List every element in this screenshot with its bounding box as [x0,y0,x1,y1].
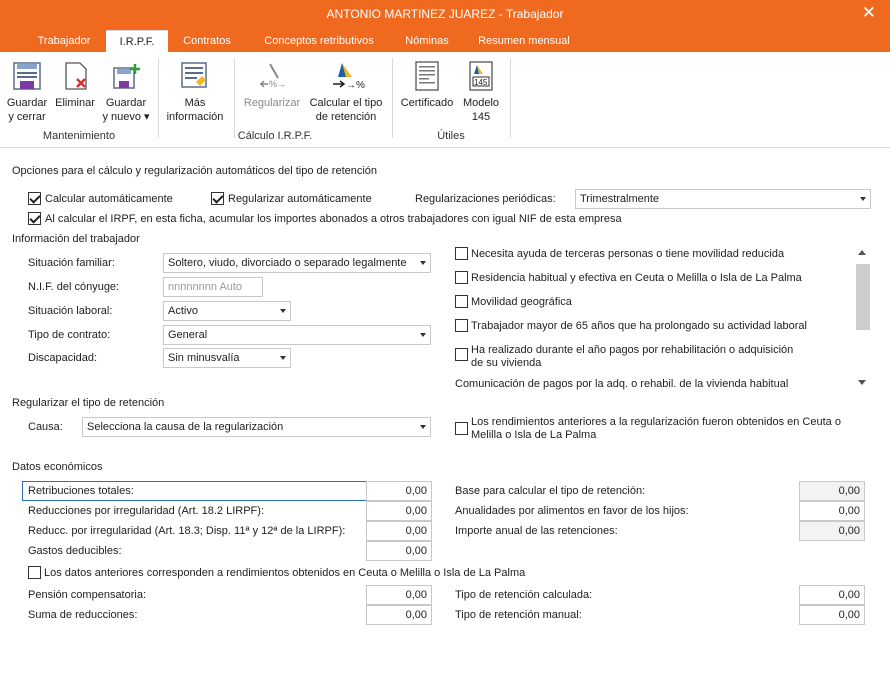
red-irreg-182-label: Reducciones por irregularidad (Art. 18.2 LIRPF): [28,505,264,517]
calc-auto-checkbox[interactable] [28,192,41,205]
save-new-label-2: y nuevo ▾ [102,111,150,123]
red-irreg-183-input[interactable]: 0,00 [366,521,432,541]
svg-text:→%: →% [346,80,365,91]
anualidades-input[interactable]: 0,00 [799,501,865,521]
suma-input[interactable]: 0,00 [366,605,432,625]
chevron-down-icon [420,333,426,337]
chevron-down-icon [280,356,286,360]
tab-conceptos-retributivos[interactable]: Conceptos retributivos [264,35,374,47]
certificate-label: Certificado [400,97,454,109]
tipo-contrato-select[interactable] [163,325,431,345]
tab-resumen-mensual[interactable]: Resumen mensual [478,35,570,47]
ribbon [0,52,890,148]
ceuta-datos-label: Los datos anteriores corresponden a rendimientos obtenidos en Ceuta o Melilla o Isla de La Palma [44,567,526,579]
suma-label: Suma de reducciones: [28,609,138,621]
causa-select[interactable] [82,417,431,437]
tab-trabajador[interactable]: Trabajador [37,35,91,47]
save-close-label-2: y cerrar [8,111,46,123]
situacion-familiar-select[interactable] [163,253,431,273]
ceuta-regularizacion-label-1: Los rendimientos anteriores a la regularización fueron obtenidos en Ceuta o [471,416,841,428]
regularize-button[interactable] [240,60,304,110]
pension-label: Pensión compensatoria: [28,589,147,601]
acumular-checkbox[interactable] [28,212,41,225]
svg-text:%→: %→ [269,79,287,89]
ribbon-separator [158,58,159,138]
tipo-calculada-input[interactable]: 0,00 [799,585,865,605]
group-calculo-irpf: Cálculo I.R.P.F. [237,130,313,142]
discapacidad-value: Sin minusvalía [168,352,240,364]
tipo-manual-label: Tipo de retención manual: [455,609,582,621]
pagos-vivienda-label-1: Ha realizado durante el año pagos por rehabilitación o adquisición [471,344,794,356]
reg-auto-label: Regularizar automáticamente [228,193,372,205]
red-irreg-182-input[interactable]: 0,00 [366,501,432,521]
save-close-label-1: Guardar [6,97,48,109]
chevron-down-icon [280,309,286,313]
acumular-label: Al calcular el IRPF, en esta ficha, acumular los importes abonados a otros trabajadores con igual NIF de esta empresa [45,213,622,225]
pagos-vivienda-label-2: de su vivienda [471,357,542,369]
section-opciones-heading: Opciones para el cálculo y regularización automáticos del tipo de retención [12,165,378,177]
anualidades-label: Anualidades por alimentos en favor de los hijos: [455,505,689,517]
pagos-vivienda-checkbox[interactable] [455,348,468,361]
regularize-label: Regularizar [243,97,301,109]
calculate-icon [330,60,365,92]
discapacidad-label: Discapacidad: [28,352,98,364]
discapacidad-select[interactable] [163,348,291,368]
situacion-laboral-value: Activo [168,305,198,317]
ceuta-regularizacion-checkbox[interactable] [455,422,468,435]
tipo-calculada-label: Tipo de retención calculada: [455,589,593,601]
gastos-input[interactable]: 0,00 [366,541,432,561]
svg-text:145: 145 [474,78,488,87]
more-info-label-2: información [166,111,224,123]
ceuta-datos-checkbox[interactable] [28,566,41,579]
modelo145-icon [465,60,497,92]
ribbon-separator [234,58,235,138]
window-title: ANTONIO MARTINEZ JUAREZ - Trabajador [326,7,564,21]
situacion-laboral-select[interactable] [163,301,291,321]
tipo-contrato-label: Tipo de contrato: [28,329,111,341]
more-info-button[interactable] [162,60,228,124]
comunicacion-label: Comunicación de pagos por la adq. o rehabil. de la vivienda habitual [455,378,789,390]
tipo-contrato-value: General [168,329,208,341]
base-label: Base para calcular el tipo de retención: [455,485,646,497]
importe-value: 0,00 [799,521,865,541]
movilidad-label: Movilidad geográfica [471,296,572,308]
red-irreg-183-label: Reducc. por irregularidad (Art. 18.3; Disp. 11ª y 12ª de la LIRPF): [28,525,346,537]
delete-button[interactable] [52,60,98,110]
modelo-145-label-1: Modelo [462,97,500,109]
gastos-label: Gastos deducibles: [28,545,122,557]
more-info-label-1: Más [184,97,206,109]
reg-periodicas-select[interactable] [575,189,871,209]
chevron-down-icon [420,261,426,265]
save-new-icon [110,60,142,92]
info-icon [179,60,211,92]
causa-value: Selecciona la causa de la regularización [87,421,284,433]
situacion-familiar-value: Soltero, viudo, divorciado o separado legalmente [168,257,407,269]
mayor-65-label: Trabajador mayor de 65 años que ha prolongado su actividad laboral [471,320,807,332]
close-icon[interactable]: ✕ [861,3,876,22]
section-trabajador-heading: Información del trabajador [12,233,140,245]
modelo-145-label-2: 145 [471,111,491,123]
chevron-down-icon [420,425,426,429]
tab-contratos[interactable]: Contratos [183,35,231,47]
title-bar [0,0,890,30]
regularize-icon [256,60,288,92]
scrollbar-thumb[interactable] [856,264,870,330]
save-new-button[interactable] [100,60,152,124]
section-economicos-heading: Datos económicos [12,461,103,473]
base-value: 0,00 [799,481,865,501]
retribuciones-input[interactable]: 0,00 [366,481,432,501]
residencia-ceuta-checkbox[interactable] [455,271,468,284]
save-close-button[interactable] [4,60,50,124]
certificate-button[interactable] [396,60,458,110]
retribuciones-label: Retribuciones totales: [28,485,134,497]
ceuta-regularizacion-label-2: Melilla o Isla de La Palma [471,429,597,441]
group-utiles: Útiles [437,130,465,142]
situacion-familiar-label: Situación familiar: [28,257,115,269]
chevron-down-icon [860,197,866,201]
reg-auto-checkbox[interactable] [211,192,224,205]
mayor-65-checkbox[interactable] [455,319,468,332]
ribbon-separator [510,58,511,138]
tab-nominas[interactable]: Nóminas [405,35,449,47]
scroll-down-icon[interactable] [858,380,866,385]
modelo-145-button[interactable] [458,60,504,124]
scroll-up-icon[interactable] [858,250,866,255]
movilidad-checkbox[interactable] [455,295,468,308]
tipo-manual-input[interactable]: 0,00 [799,605,865,625]
causa-label: Causa: [28,421,63,433]
reg-periodicas-value: Trimestralmente [580,193,660,205]
pension-input[interactable]: 0,00 [366,585,432,605]
calculate-button[interactable] [306,60,386,124]
delete-label: Eliminar [55,97,95,109]
delete-icon [59,60,91,92]
calculate-label-2: de retención [315,111,377,123]
calc-auto-label: Calcular automáticamente [45,193,173,205]
tab-irpf[interactable]: I.R.P.F. [106,30,168,52]
nif-conyuge-input[interactable]: nnnnnnnn Auto [163,277,263,297]
tab-bar [0,30,890,52]
residencia-ceuta-label: Residencia habitual y efectiva en Ceuta o Melilla o Isla de La Palma [471,272,802,284]
nif-conyuge-label: N.I.F. del cónyuge: [28,281,120,293]
section-regularizar-heading: Regularizar el tipo de retención [12,397,165,409]
importe-label: Importe anual de las retenciones: [455,525,618,537]
save-new-label-1: Guardar [105,97,147,109]
reg-periodicas-label: Regularizaciones periódicas: [415,193,556,205]
ayuda-terceros-checkbox[interactable] [455,247,468,260]
group-mantenimiento: Mantenimiento [42,130,116,142]
ribbon-separator [392,58,393,138]
save-close-icon [11,60,43,92]
ayuda-terceros-label: Necesita ayuda de terceras personas o tiene movilidad reducida [471,248,785,260]
certificate-icon [411,60,443,92]
calculate-label-1: Calcular el tipo [309,97,383,109]
situacion-laboral-label: Situación laboral: [28,305,113,317]
